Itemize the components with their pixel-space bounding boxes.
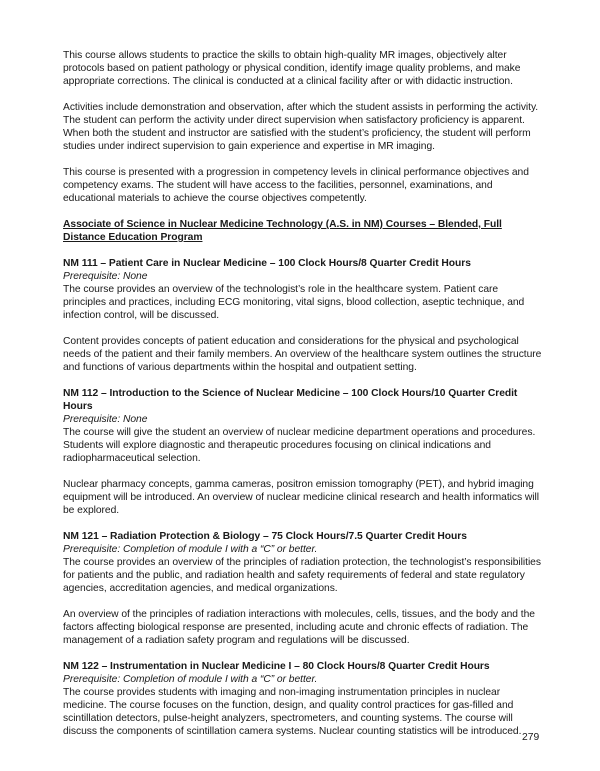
course-description: The course provides an overview of the principles of radiation protection, the technologist’s responsibilities for patients and the public, and radiation health and safety requirements of federal and state regulatory agencies, accreditation agencies, and medical organizations. (63, 557, 541, 594)
course-description: An overview of the principles of radiation interactions with molecules, cells, tissues, and the body and the factors affecting biological response are presented, including acute and chronic effects of radiation. The management of a radiation safety program and regulations will be discussed. (63, 609, 535, 646)
course-nm112 (63, 387, 543, 517)
course-title: NM 112 – Introduction to the Science of Nuclear Medicine – 100 Clock Hours/10 Quarter Credit Hours (63, 388, 518, 412)
course-prerequisite: Prerequisite: None (63, 414, 148, 425)
course-nm122 (63, 660, 543, 738)
course-title: NM 121 – Radiation Protection & Biology – 75 Clock Hours/7.5 Quarter Credit Hours (63, 531, 467, 542)
course-prerequisite: Prerequisite: None (63, 271, 148, 282)
course-title: NM 122 – Instrumentation in Nuclear Medicine I – 80 Clock Hours/8 Quarter Credit Hours (63, 661, 490, 672)
intro-paragraph: This course is presented with a progression in competency levels in clinical performance objectives and competency exams. The student will have access to the facilities, personnel, examinations, and educational materials to achieve the course objectives competently. (63, 167, 529, 204)
intro-paragraph: Activities include demonstration and observation, after which the student assists in performing the activity. The student can perform the activity under direct supervision when satisfactory proficiency is apparent. When both the student and instructor are satisfied with the student’s proficiency, the student will perform studies under indirect supervision to gain experience and expertise in MR imaging. (63, 102, 539, 152)
course-prerequisite: Prerequisite: Completion of module I with a “C” or better. (63, 544, 318, 555)
course-prerequisite: Prerequisite: Completion of module I with a “C” or better. (63, 674, 318, 685)
course-nm111 (63, 257, 543, 374)
course-description: Content provides concepts of patient education and considerations for the physical and psychological needs of the patient and their family members. An overview of the healthcare system outlines the structure and functions of various departments within the hospital and outpatient setting. (63, 336, 542, 373)
intro-paragraph: This course allows students to practice the skills to obtain high-quality MR images, objectively alter protocols based on patient pathology or physical condition, identify image quality problems, and make appropriate corrections. The clinical is conducted at a clinical facility after or with didactic instruction. (63, 50, 521, 87)
document-page (63, 49, 543, 751)
course-description: The course provides students with imaging and non-imaging instrumentation principles in nuclear medicine. The course focuses on the function, design, and quality control practices for gas-filled and scintillation detectors, pulse-height analyzers, spectrometers, and counting systems. The course will discuss the components of scintillation camera systems. Nuclear counting statistics will be introduced. (63, 687, 522, 737)
page-number: 279 (522, 732, 540, 743)
course-description: Nuclear pharmacy concepts, gamma cameras, positron emission tomography (PET), and hybrid imaging equipment will be introduced. An overview of nuclear medicine clinical research and health informatics will be explored. (63, 479, 539, 516)
course-description: The course provides an overview of the technologist’s role in the healthcare system. Patient care principles and practices, including ECG monitoring, vital signs, blood collection, aseptic technique, and infection control, will be discussed. (63, 284, 525, 321)
course-nm121 (63, 530, 543, 647)
course-title: NM 111 – Patient Care in Nuclear Medicine – 100 Clock Hours/8 Quarter Credit Hours (63, 258, 471, 269)
course-description: The course will give the student an overview of nuclear medicine department operations and procedures. Students will explore diagnostic and therapeutic procedures focusing on clinical indications and radiopharmaceutical selection. (63, 427, 536, 464)
section-heading: Associate of Science in Nuclear Medicine Technology (A.S. in NM) Courses – Blended, Full Distance Education Program (63, 219, 502, 243)
